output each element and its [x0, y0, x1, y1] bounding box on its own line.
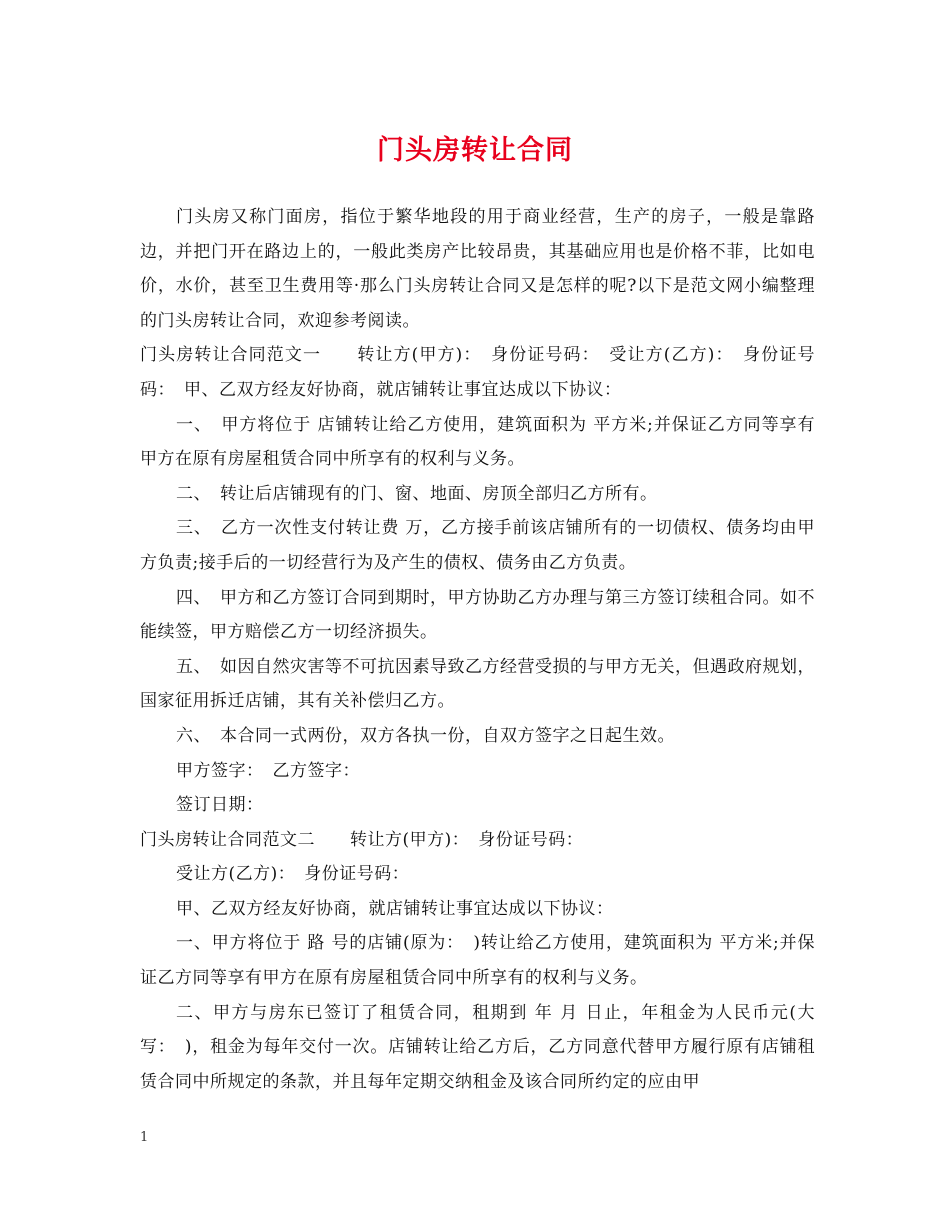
agreement-intro: 甲、乙双方经友好协商，就店铺转让事宜达成以下协议：	[176, 898, 614, 919]
clause-6: 六、 本合同一式两份，双方各执一份，自双方签字之日起生效。	[176, 725, 675, 746]
transferee-line: 受让方(乙方)： 身份证号码：	[176, 864, 410, 885]
sample-one-header: 门头房转让合同范文一 转让方(甲方)： 身份证号码： 受让方(乙方)： 身份证号码： 甲、乙双方经友好协商，就店铺转让事宜达成以下协议：	[140, 345, 815, 400]
document-body	[140, 200, 815, 1099]
sample-two-clause-1: 一、甲方将位于 路 号的店铺(原为： )转让给乙方使用，建筑面积为 平方米;并保证乙方同等享有甲方在原有房屋租赁合同中所享有的权利与义务。	[140, 933, 815, 989]
clause-3: 三、 乙方一次性支付转让费 万，乙方接手前该店铺所有的一切债权、债务均由甲方负责;接手后的一切经营行为及产生的债权、债务由乙方负责。	[140, 518, 815, 573]
clause-4: 四、 甲方和乙方签订合同到期时，甲方协助乙方办理与第三方签订续租合同。如不能续签，甲方赔偿乙方一切经济损失。	[140, 587, 815, 643]
clause-1: 一、 甲方将位于 店铺转让给乙方使用，建筑面积为 平方米;并保证乙方同等享有甲方在原有房屋租赁合同中所享有的权利与义务。	[140, 414, 815, 470]
clause-5: 五、 如因自然灾害等不可抗因素导致乙方经营受损的与甲方无关，但遇政府规划，国家征用拆迁店铺，其有关补偿归乙方。	[140, 656, 815, 712]
sign-date-line: 签订日期：	[176, 795, 264, 816]
page-number: 1	[140, 1130, 149, 1145]
document-title: 门头房转让合同	[377, 135, 573, 166]
sample-two-clause-2: 二、甲方与房东已签订了租赁合同，租期到 年 月 日止，年租金为人民币元(大写： )，租金为每年交付一次。店铺转让给乙方后，乙方同意代替甲方履行原有店铺租赁合同中所规定的条款，并且每年定期交纳租金及该合同所约定的应由甲	[140, 1002, 815, 1092]
clause-2: 二、 转让后店铺现有的门、窗、地面、房顶全部归乙方所有。	[176, 483, 658, 504]
intro-paragraph: 门头房又称门面房，指位于繁华地段的用于商业经营，生产的房子，一般是靠路边，并把门开在路边上的，一般此类房产比较昂贵，其基础应用也是价格不菲，比如电价，水价，甚至卫生费用等·那么门头房转让合同又是怎样的呢?以下是范文网小编整理的门头房转让合同，欢迎参考阅读。	[140, 207, 815, 331]
signature-line: 甲方签字： 乙方签字：	[176, 760, 360, 781]
sample-two-header: 门头房转让合同范文二 转让方(甲方)： 身份证号码：	[140, 829, 584, 850]
